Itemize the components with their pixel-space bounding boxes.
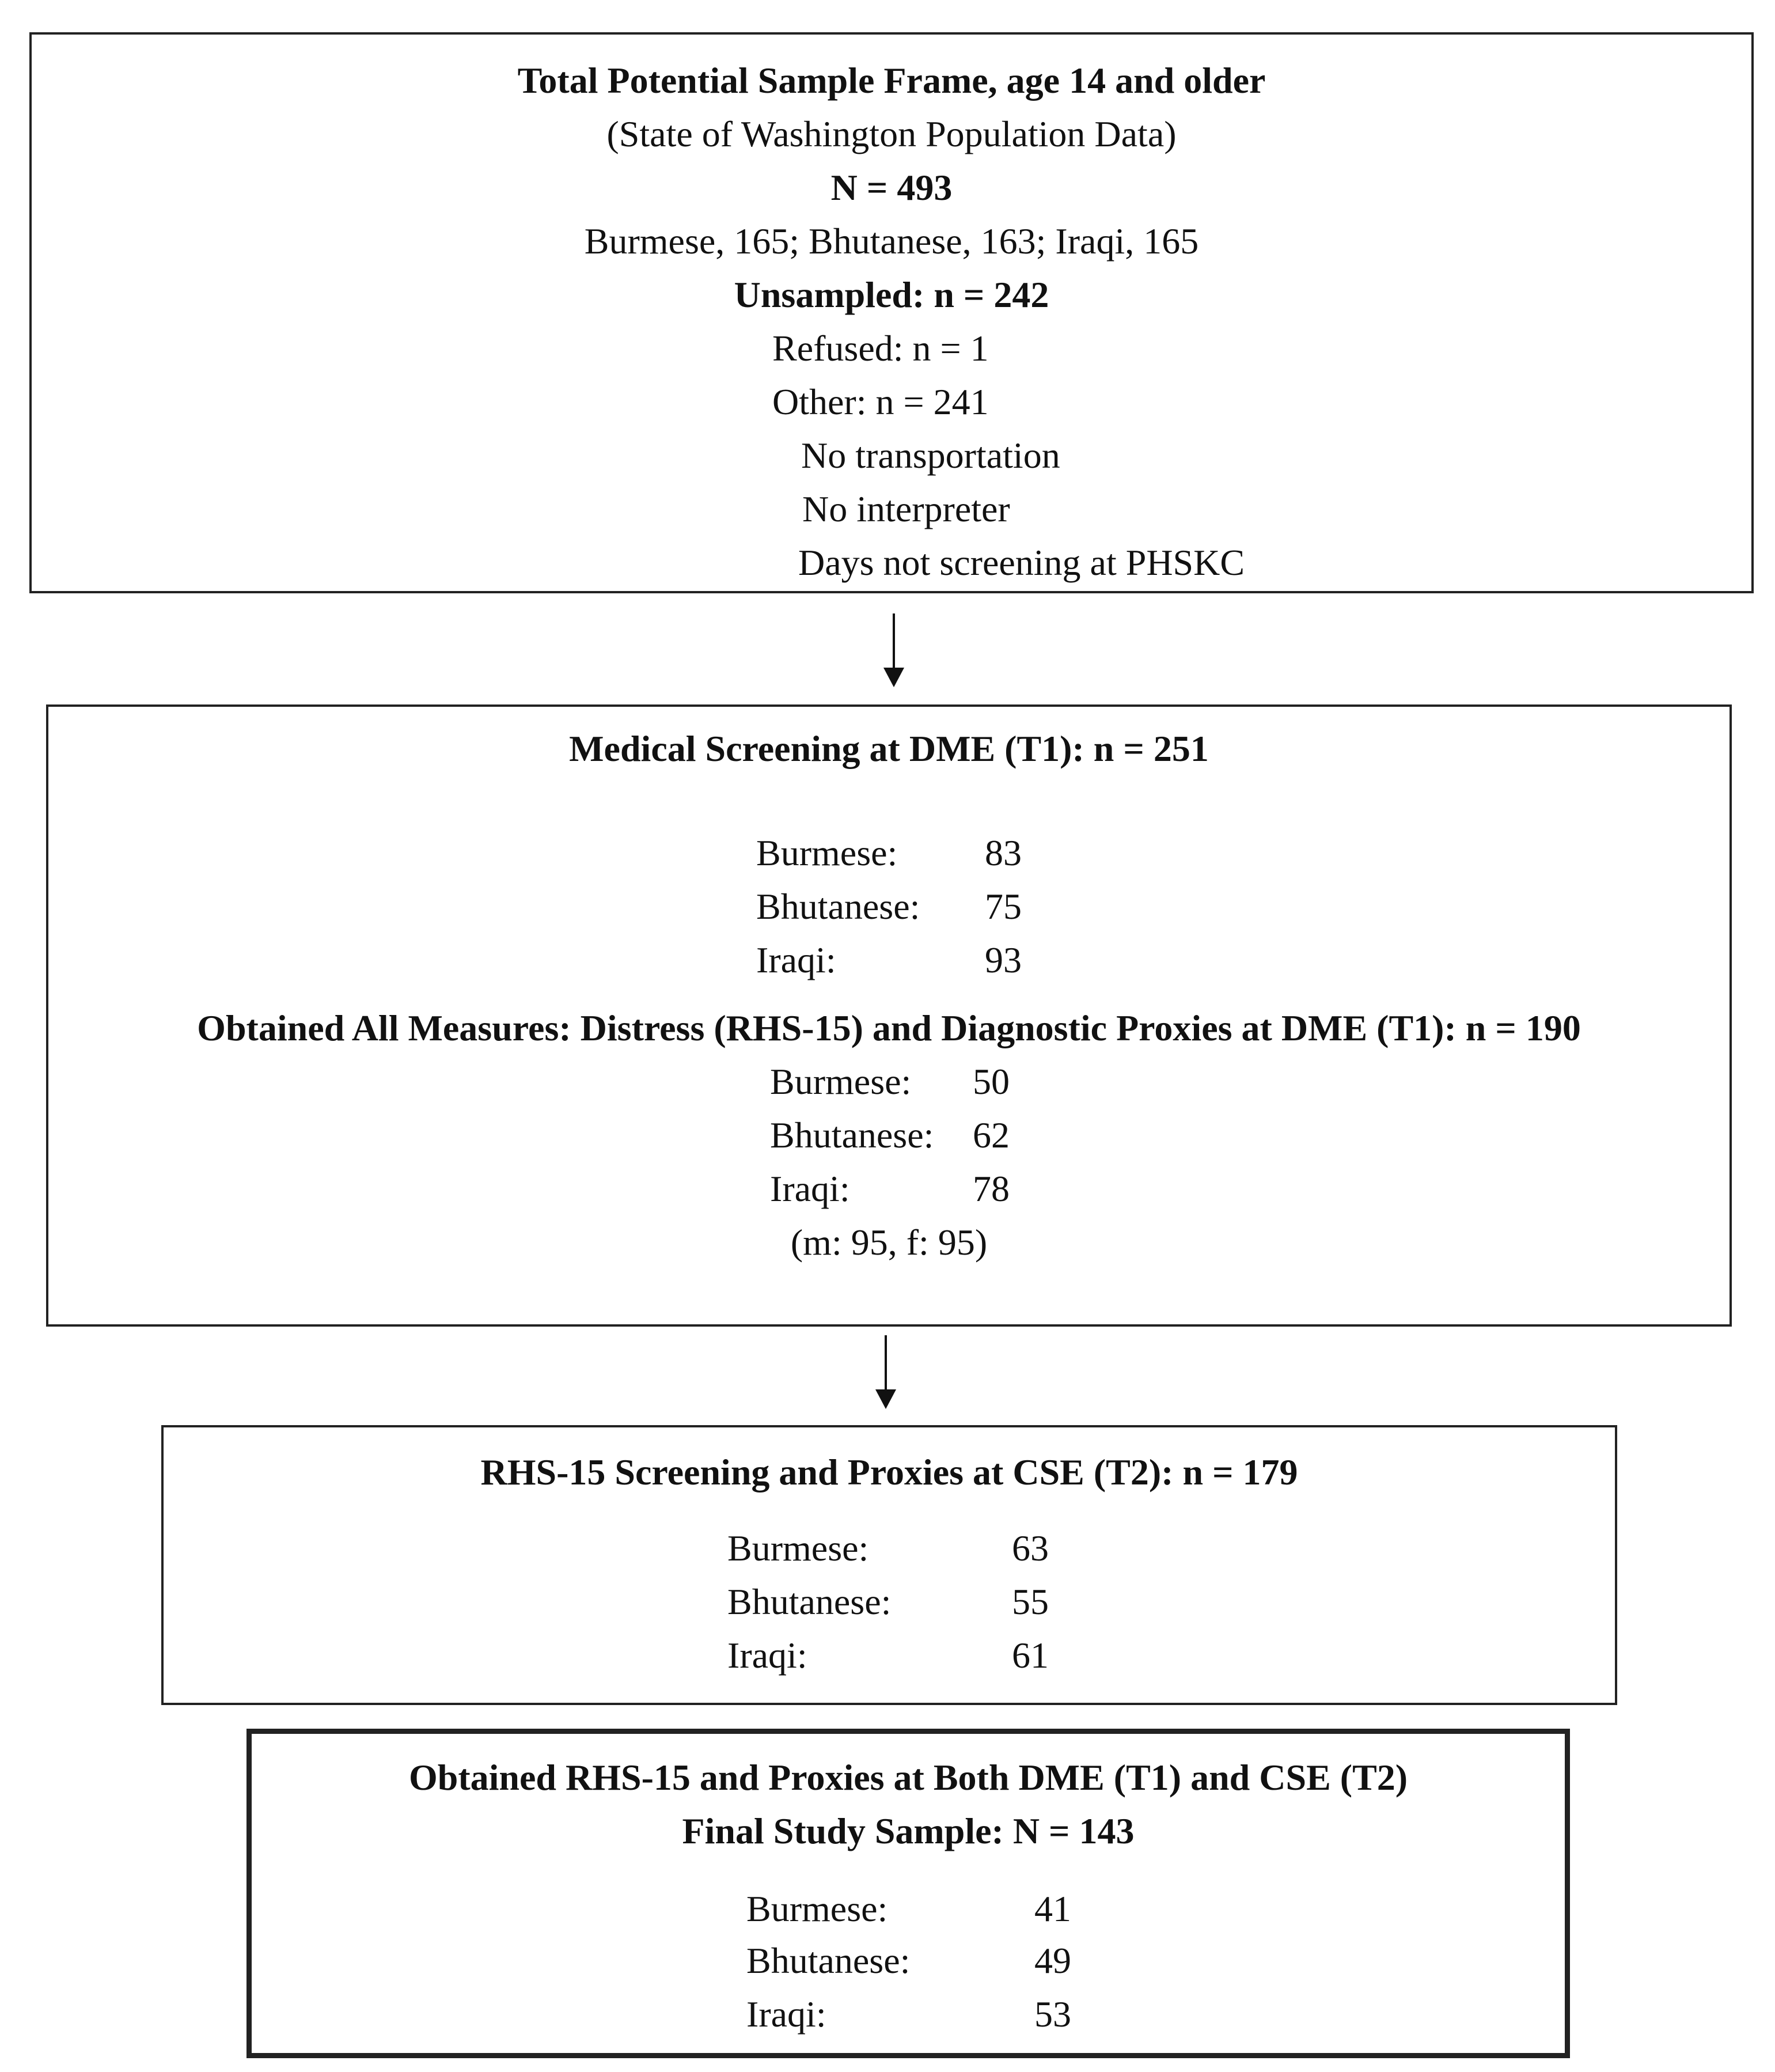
flow-arrow <box>885 1335 887 1396</box>
sample-frame-title: Total Potential Sample Frame, age 14 and older <box>517 60 1266 101</box>
group-value: 93 <box>985 940 1022 980</box>
sex-breakdown: (m: 95, f: 95) <box>790 1222 988 1263</box>
sample-frame-source: (State of Washington Population Data) <box>606 113 1177 154</box>
subgroup-label: Iraqi: <box>770 1168 850 1209</box>
reason-item: Days not screening at PHSKC <box>798 542 1245 583</box>
group-label: Iraqi: <box>727 1635 807 1676</box>
group-value: 61 <box>1012 1635 1049 1676</box>
subgroup-label: Burmese: <box>770 1061 912 1102</box>
sample-frame-total: N = 493 <box>830 167 953 208</box>
group-label: Bhutanese: <box>756 886 920 927</box>
medical-screening-title: Medical Screening at DME (T1): n = 251 <box>569 728 1209 769</box>
subgroup-value: 50 <box>973 1061 1010 1102</box>
group-label: Burmese: <box>756 832 898 873</box>
sample-frame-breakdown: Burmese, 165; Bhutanese, 163; Iraqi, 165 <box>584 221 1199 262</box>
group-label: Bhutanese: <box>746 1940 911 1981</box>
group-value: 41 <box>1034 1888 1071 1929</box>
cse-screening-title: RHS-15 Screening and Proxies at CSE (T2): n = 179 <box>480 1452 1298 1493</box>
final-sample-total: Final Study Sample: N = 143 <box>682 1810 1135 1851</box>
all-measures-title: Obtained All Measures: Distress (RHS-15) and Diagnostic Proxies at DME (T1): n = 190 <box>197 1007 1581 1048</box>
other-count: Other: n = 241 <box>772 381 989 422</box>
unsampled-count: Unsampled: n = 242 <box>734 274 1049 315</box>
subgroup-value: 78 <box>973 1168 1010 1209</box>
group-value: 83 <box>985 832 1022 873</box>
flow-arrow <box>893 613 895 675</box>
medical-screening-box <box>46 704 1732 1327</box>
group-value: 55 <box>1012 1581 1049 1622</box>
sample-frame-box <box>29 32 1754 593</box>
final-sample-title: Obtained RHS-15 and Proxies at Both DME (T1) and CSE (T2) <box>408 1757 1408 1798</box>
reason-item: No interpreter <box>802 488 1010 529</box>
group-value: 53 <box>1034 1994 1071 2035</box>
subgroup-label: Bhutanese: <box>770 1115 934 1156</box>
group-label: Bhutanese: <box>727 1581 892 1622</box>
group-value: 63 <box>1012 1528 1049 1569</box>
group-value: 49 <box>1034 1940 1071 1981</box>
refused-count: Refused: n = 1 <box>772 328 989 369</box>
group-label: Burmese: <box>727 1528 869 1569</box>
group-label: Iraqi: <box>746 1994 826 2035</box>
reason-item: No transportation <box>801 435 1060 476</box>
group-label: Burmese: <box>746 1888 888 1929</box>
group-label: Iraqi: <box>756 940 836 980</box>
final-sample-box <box>246 1729 1570 2058</box>
cse-screening-box <box>161 1425 1617 1705</box>
subgroup-value: 62 <box>973 1115 1010 1156</box>
group-value: 75 <box>985 886 1022 927</box>
